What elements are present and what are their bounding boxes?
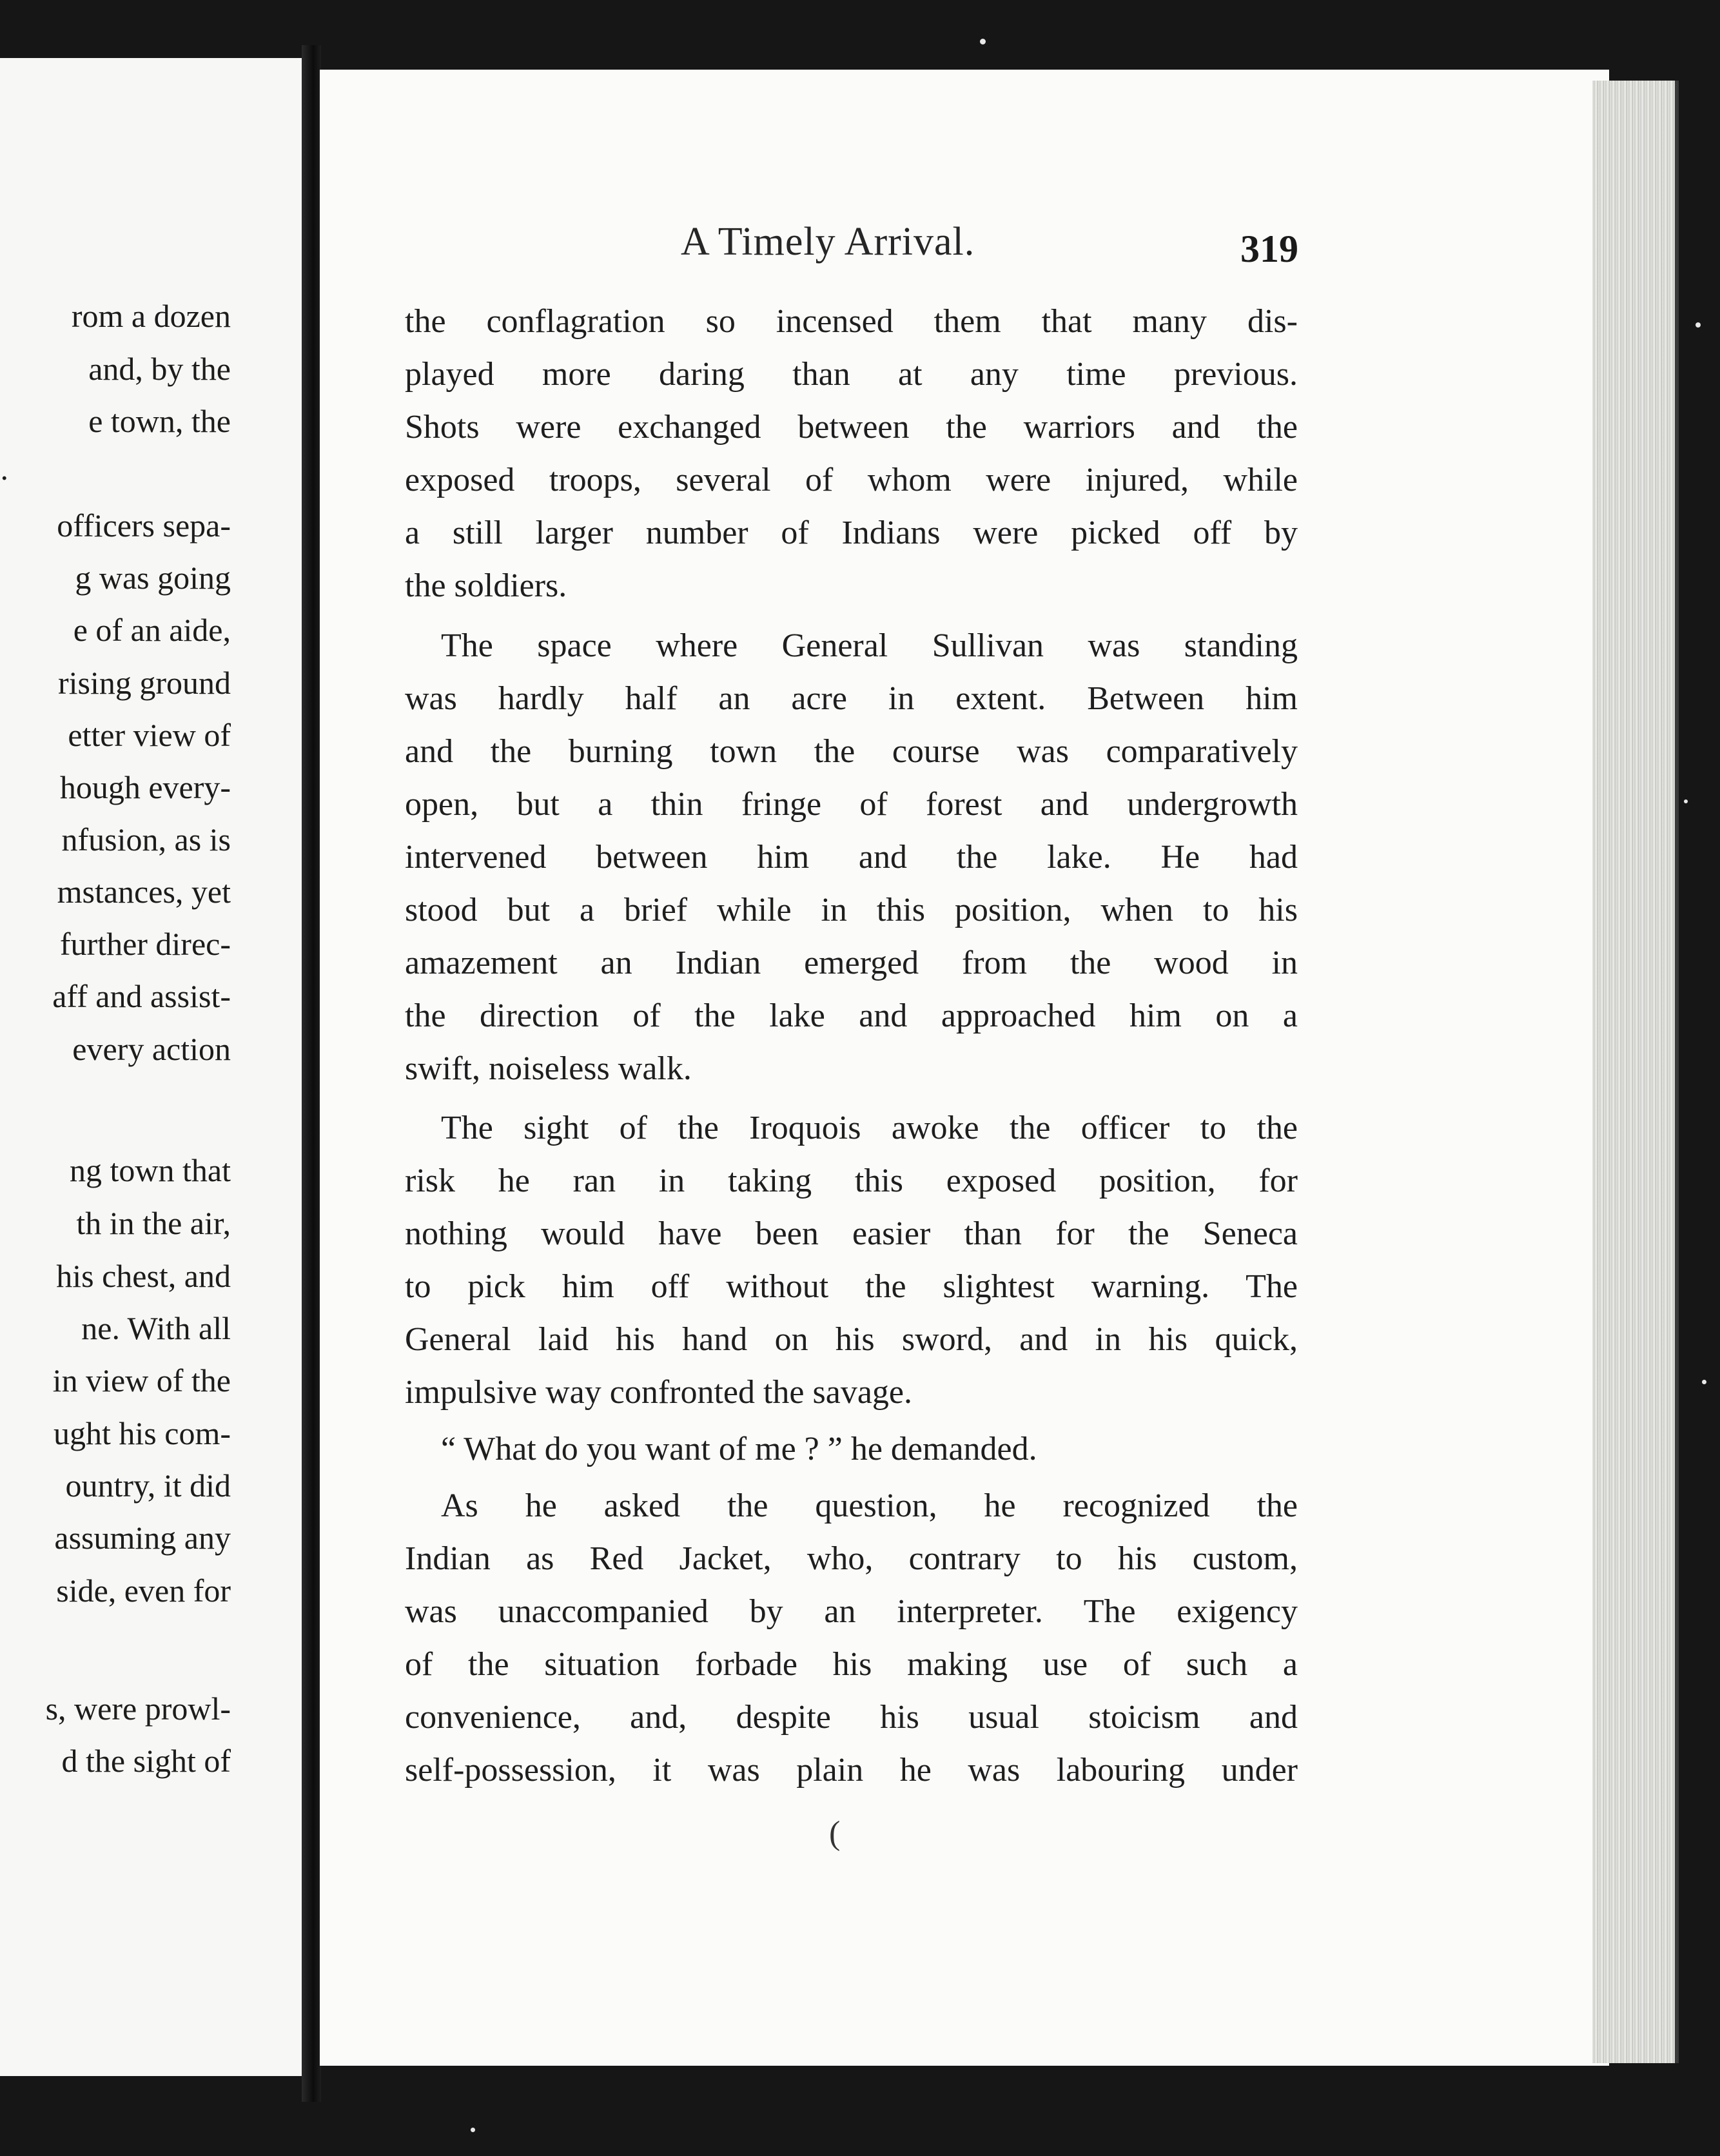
- left-page-line: aff and assist-: [52, 978, 231, 1014]
- running-title: A Timely Arrival.: [681, 220, 975, 264]
- left-page-line: every action: [72, 1031, 231, 1067]
- left-page-line: mstances, yet: [57, 874, 231, 910]
- previous-page: [0, 58, 311, 2076]
- left-page-line: his chest, and: [56, 1258, 231, 1294]
- left-page-line: ng town that: [70, 1152, 231, 1188]
- text-line: As he asked the question, he recognized the: [441, 1487, 1298, 1524]
- left-page-line: rising ground: [57, 665, 231, 701]
- scan-speck: [1702, 1380, 1706, 1384]
- left-page-line: e town, the: [88, 403, 231, 439]
- text-line: a still larger number of Indians were picked off by: [405, 514, 1298, 551]
- scan-speck: [1696, 322, 1701, 328]
- text-line: nothing would have been easier than for the Seneca: [405, 1215, 1298, 1252]
- text-line: intervened between him and the lake. He had: [405, 839, 1298, 876]
- left-page-line: s, were prowl-: [45, 1690, 231, 1727]
- text-line: was unaccompanied by an interpreter. The exigency: [405, 1593, 1298, 1630]
- left-page-line: assuming any: [54, 1520, 231, 1556]
- left-page-line: rom a dozen: [71, 298, 231, 334]
- text-line: stood but a brief while in this position, when to his: [405, 892, 1298, 928]
- left-page-line: ne. With all: [81, 1310, 231, 1346]
- left-page-line: ught his com-: [54, 1415, 231, 1451]
- text-line: played more daring than at any time previous.: [405, 356, 1298, 393]
- left-page-line: d the sight of: [61, 1743, 231, 1779]
- text-line: risk he ran in taking this exposed position, for: [405, 1162, 1298, 1199]
- text-line: The space where General Sullivan was standing: [441, 627, 1298, 664]
- text-line: impulsive way confronted the savage.: [405, 1374, 912, 1411]
- text-line: to pick him off without the slightest warning. The: [405, 1268, 1298, 1305]
- current-page: [320, 70, 1609, 2066]
- text-line: the soldiers.: [405, 567, 567, 604]
- text-line: the direction of the lake and approached him on a: [405, 997, 1298, 1034]
- left-page-line: hough every-: [59, 769, 231, 805]
- text-line: “ What do you want of me ? ” he demanded.: [441, 1431, 1037, 1467]
- page-number: 319: [1240, 228, 1298, 270]
- text-line: General laid his hand on his sword, and in his quick,: [405, 1321, 1298, 1358]
- text-line: and the burning town the course was comparatively: [405, 733, 1298, 770]
- left-page-line: in view of the: [52, 1362, 231, 1398]
- left-page-line: ountry, it did: [65, 1467, 231, 1504]
- text-line: self-possession, it was plain he was labouring under: [405, 1752, 1298, 1788]
- left-page-line: officers sepa-: [57, 507, 231, 544]
- text-line: was hardly half an acre in extent. Between him: [405, 680, 1298, 717]
- page-block-edges: [1592, 81, 1679, 2063]
- left-page-line: g was going: [75, 560, 231, 596]
- text-line: Indian as Red Jacket, who, contrary to his custom,: [405, 1540, 1298, 1577]
- text-line: The sight of the Iroquois awoke the officer to the: [441, 1110, 1298, 1146]
- left-page-line: th in the air,: [76, 1205, 231, 1241]
- scan-speck: [471, 2128, 475, 2132]
- running-head: [320, 219, 1609, 271]
- left-page-line: .: [0, 451, 8, 487]
- text-line: swift, noiseless walk.: [405, 1050, 692, 1087]
- text-line: open, but a thin fringe of forest and undergrowth: [405, 786, 1298, 823]
- left-page-line: side, even for: [56, 1573, 231, 1609]
- text-line: exposed troops, several of whom were injured, while: [405, 462, 1298, 498]
- scan-speck: [1684, 799, 1688, 803]
- left-page-line: etter view of: [68, 717, 231, 753]
- book-gutter: [302, 45, 321, 2102]
- scan-speck: [980, 39, 986, 44]
- left-page-line: nfusion, as is: [61, 821, 231, 858]
- text-line: convenience, and, despite his usual stoicism and: [405, 1699, 1298, 1736]
- left-page-line: and, by the: [88, 351, 231, 387]
- left-page-line: e of an aide,: [73, 612, 231, 648]
- left-page-line: further direc-: [59, 926, 231, 962]
- stray-ink-mark: (: [829, 1815, 841, 1852]
- text-line: of the situation forbade his making use of such a: [405, 1646, 1298, 1683]
- text-line: Shots were exchanged between the warriors and the: [405, 409, 1298, 446]
- text-line: the conflagration so incensed them that many dis-: [405, 303, 1298, 340]
- text-line: amazement an Indian emerged from the wood in: [405, 945, 1298, 981]
